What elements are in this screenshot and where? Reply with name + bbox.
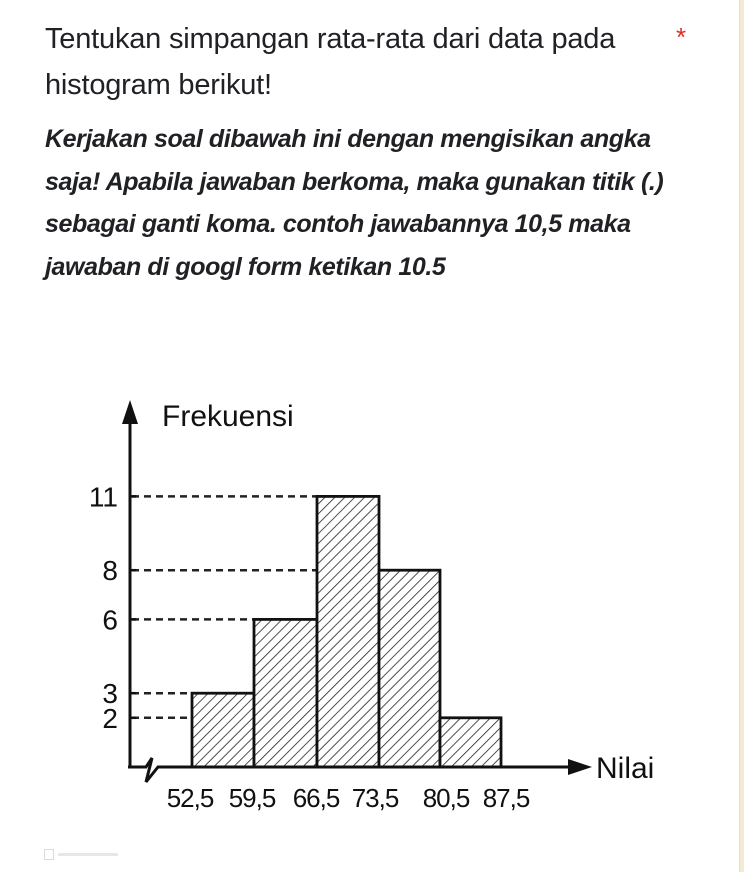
histogram-bar-66,5-73,5 <box>317 496 379 767</box>
x-tick-label: 80,5 <box>422 783 470 813</box>
histogram-bar-80,5-87,5 <box>440 718 501 767</box>
y-axis-label: Frekuensi <box>162 400 294 433</box>
y-tick-labels <box>89 481 118 733</box>
y-tick-label: 11 <box>88 481 118 513</box>
y-tick-label: 3 <box>102 678 118 710</box>
required-marker: * <box>676 22 687 52</box>
question-title: Tentukan simpangan rata-rata dari data pada histogram berikut! <box>45 23 616 101</box>
y-tick-label: 8 <box>102 555 118 587</box>
x-tick-label: 52,5 <box>166 783 214 813</box>
x-tick-label: 59,5 <box>228 783 276 813</box>
histogram-bar-52,5-59,5 <box>192 693 254 767</box>
caption-text-placeholder <box>58 853 118 856</box>
histogram-bars <box>192 496 501 767</box>
x-axis-arrow-icon <box>568 759 592 775</box>
x-tick-labels <box>167 783 530 813</box>
x-tick-label: 66,5 <box>292 783 340 813</box>
histogram-chart <box>0 360 744 820</box>
histogram-image <box>0 360 744 820</box>
x-axis-label: Nilai <box>596 752 655 785</box>
histogram-bar-59,5-66,5 <box>254 619 317 767</box>
y-tick-label: 2 <box>102 702 118 734</box>
histogram-bar-73,5-80,5 <box>379 570 440 767</box>
image-caption-watermark <box>44 849 124 859</box>
y-axis-arrow-icon <box>122 400 138 424</box>
y-tick-label: 6 <box>102 604 118 636</box>
image-icon <box>44 849 54 860</box>
x-tick-label: 87,5 <box>482 783 530 813</box>
x-tick-label: 73,5 <box>351 783 399 813</box>
question-description: Kerjakan soal dibawah ini dengan mengisikan angka saja! Apabila jawaban berkoma, maka gunakan titik (.) sebagai ganti koma. contoh jawabannya 10,5 maka jawaban di googl form ketikan 10.5 <box>45 125 664 281</box>
